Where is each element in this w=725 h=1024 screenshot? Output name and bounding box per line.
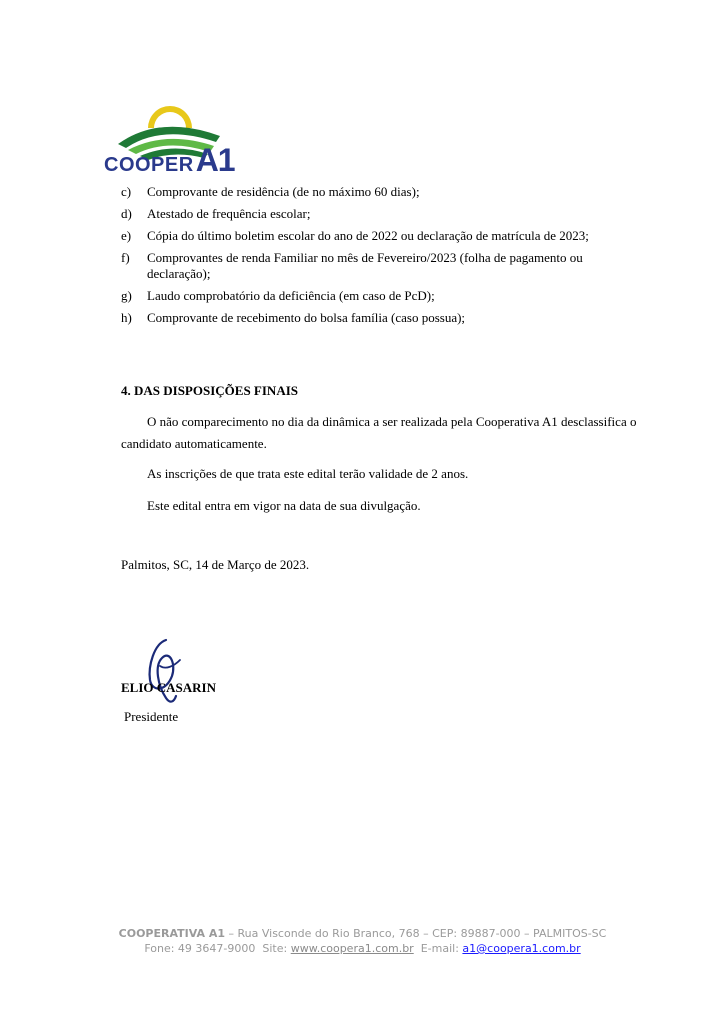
list-item	[121, 184, 641, 200]
section-heading: 4. DAS DISPOSIÇÕES FINAIS	[121, 383, 298, 398]
list-text: Comprovante de recebimento do bolsa família (caso possua);	[147, 310, 466, 325]
footer-address-line	[0, 926, 725, 941]
list-item	[121, 206, 641, 222]
signer-name: ELIO CASARIN	[121, 680, 216, 695]
requirements-list	[121, 184, 641, 332]
logo-brand-right: A1	[195, 142, 235, 178]
list-marker: c)	[121, 184, 132, 199]
handwritten-signature	[136, 636, 186, 708]
list-marker: h)	[121, 310, 132, 325]
paragraph	[121, 463, 661, 485]
paragraph-text: As inscrições de que trata este edital terão validade de 2 anos.	[147, 466, 469, 481]
footer-address: – Rua Visconde do Rio Branco, 768 – CEP: 89887-000 – PALMITOS-SC	[225, 927, 607, 940]
list-item	[121, 310, 641, 326]
list-text: Comprovante de residência (de no máximo 60 dias);	[147, 184, 420, 199]
list-item	[121, 228, 641, 244]
date-line: Palmitos, SC, 14 de Março de 2023.	[121, 557, 310, 572]
list-item	[121, 288, 641, 304]
list-text: Comprovantes de renda Familiar no mês de Fevereiro/2023 (folha de pagamento ou declaração);	[147, 250, 583, 281]
signer-title: Presidente	[124, 709, 179, 724]
footer-org: COOPERATIVA A1	[118, 927, 226, 940]
paragraph	[121, 411, 661, 455]
cooper-a1-logo	[100, 100, 240, 178]
list-marker: e)	[121, 228, 132, 243]
footer-contact-line	[0, 941, 725, 956]
list-text: Laudo comprobatório da deficiência (em caso de PcD);	[147, 288, 435, 303]
logo-wordmark	[104, 142, 235, 179]
paragraph	[121, 495, 661, 517]
list-marker: d)	[121, 206, 132, 221]
list-marker: f)	[121, 250, 130, 265]
footer-site-label: Site:	[262, 942, 288, 955]
footer-email-link[interactable]: a1@coopera1.com.br	[462, 942, 581, 955]
list-text: Cópia do último boletim escolar do ano de 2022 ou declaração de matrícula de 2023;	[147, 228, 589, 243]
list-text: Atestado de frequência escolar;	[147, 206, 311, 221]
logo-brand-left: COOPER	[104, 154, 194, 176]
paragraph-text: Este edital entra em vigor na data de sua divulgação.	[147, 498, 421, 513]
list-item	[121, 250, 641, 282]
footer-site-link[interactable]: www.coopera1.com.br	[290, 942, 414, 955]
footer-email-label: E-mail:	[420, 942, 459, 955]
footer	[0, 926, 725, 956]
paragraph-text: O não comparecimento no dia da dinâmica a ser realizada pela Cooperativa A1 desclassifica o candidato automaticamente.	[121, 414, 637, 451]
footer-phone: Fone: 49 3647-9000	[144, 942, 256, 955]
list-marker: g)	[121, 288, 132, 303]
